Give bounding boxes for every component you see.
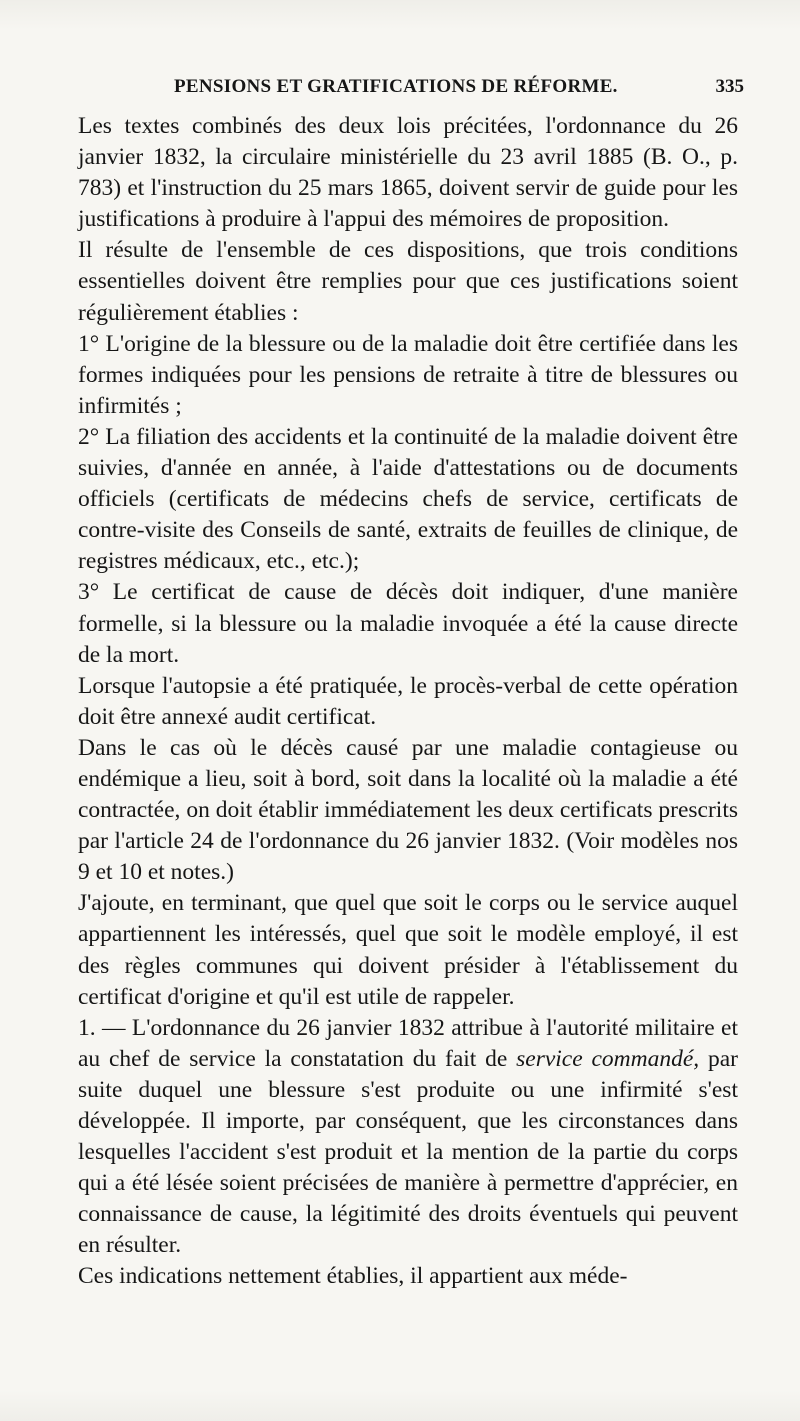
paragraph-condition-1: 1° L'origine de la blessure ou de la maladie doit être certifiée dans les formes indiquées pour les pensions de retraite à titre de blessures ou infirmités ;	[78, 330, 738, 419]
paragraph-maladie-contagieuse: Dans le cas où le décès causé par une maladie contagieuse ou endémique a lieu, soit à bord, soit dans la localité où la maladie a été contractée, on doit établir immédiatement les deux certificats prescrits par l'article 24 de l'ordonnance du 26 janvier 1832. (Voir modèles nos 9 et 10 et notes.)	[78, 734, 738, 886]
paragraph-final-line: Ces indications nettement établies, il appartient aux méde-	[78, 1263, 628, 1290]
paragraph-condition-2: 2° La filiation des accidents et la continuité de la maladie doivent être suivies, d'année en année, à l'aide d'attestations ou de documents officiels (certificats de médecins chefs de service, certificats de contre-visite des Conseils de santé, extraits de feuilles de clinique, de registres médicaux, etc., etc.);	[78, 423, 738, 575]
body-text	[78, 111, 738, 1293]
paragraph-ordonnance-text-end: par suite duquel une blessure s'est produite ou une infirmité s'est développée. Il importe, par conséquent, que les circonstances dans lesquelles l'accident s'est produit et la mention de la partie du corps qui a été lésée soient précisées de manière à permettre d'apprécier, en connaissance de cause, la légitimité des droits éventuels qui peuvent en résulter.	[78, 1045, 738, 1259]
paragraph-ordonnance-1832	[78, 1013, 738, 1262]
service-commande-italic: service commandé,	[516, 1045, 700, 1072]
paragraph-ordonnance-text-start: 1. — L'ordonnance du 26 janvier 1832 attribue à l'autorité militaire et au chef de service la constatation du fait de	[78, 1014, 738, 1072]
paragraph-textes-combines: Les textes combinés des deux lois précitées, l'ordonnance du 26 janvier 1832, la circulaire ministérielle du 23 avril 1885 (B. O., p. 783) et l'instruction du 25 mars 1865, doivent servir de guide pour les justifications à produire à l'appui des mémoires de proposition.	[78, 113, 738, 233]
running-head-title: PENSIONS ET GRATIFICATIONS DE RÉFORME.	[174, 76, 618, 97]
paragraph-regles-communes: J'ajoute, en terminant, que quel que soit le corps ou le service auquel appartiennent les intéressés, quel que soit le modèle employé, il est des règles communes qui doivent présider à l'établissement du certificat d'origine et qu'il est utile de rappeler.	[78, 890, 738, 1010]
paragraph-ensemble-dispositions: Il résulte de l'ensemble de ces dispositions, que trois conditions essentielles doivent être remplies pour que ces justifications soient régulièrement établies :	[78, 237, 738, 326]
paragraph-autopsie: Lorsque l'autopsie a été pratiquée, le procès-verbal de cette opération doit être annexé audit certificat.	[78, 672, 738, 730]
page-number: 335	[715, 76, 744, 97]
running-head	[78, 76, 744, 106]
paragraph-condition-3: 3° Le certificat de cause de décès doit indiquer, d'une manière formelle, si la blessure ou la maladie invoquée a été la cause directe de la mort.	[78, 579, 738, 668]
